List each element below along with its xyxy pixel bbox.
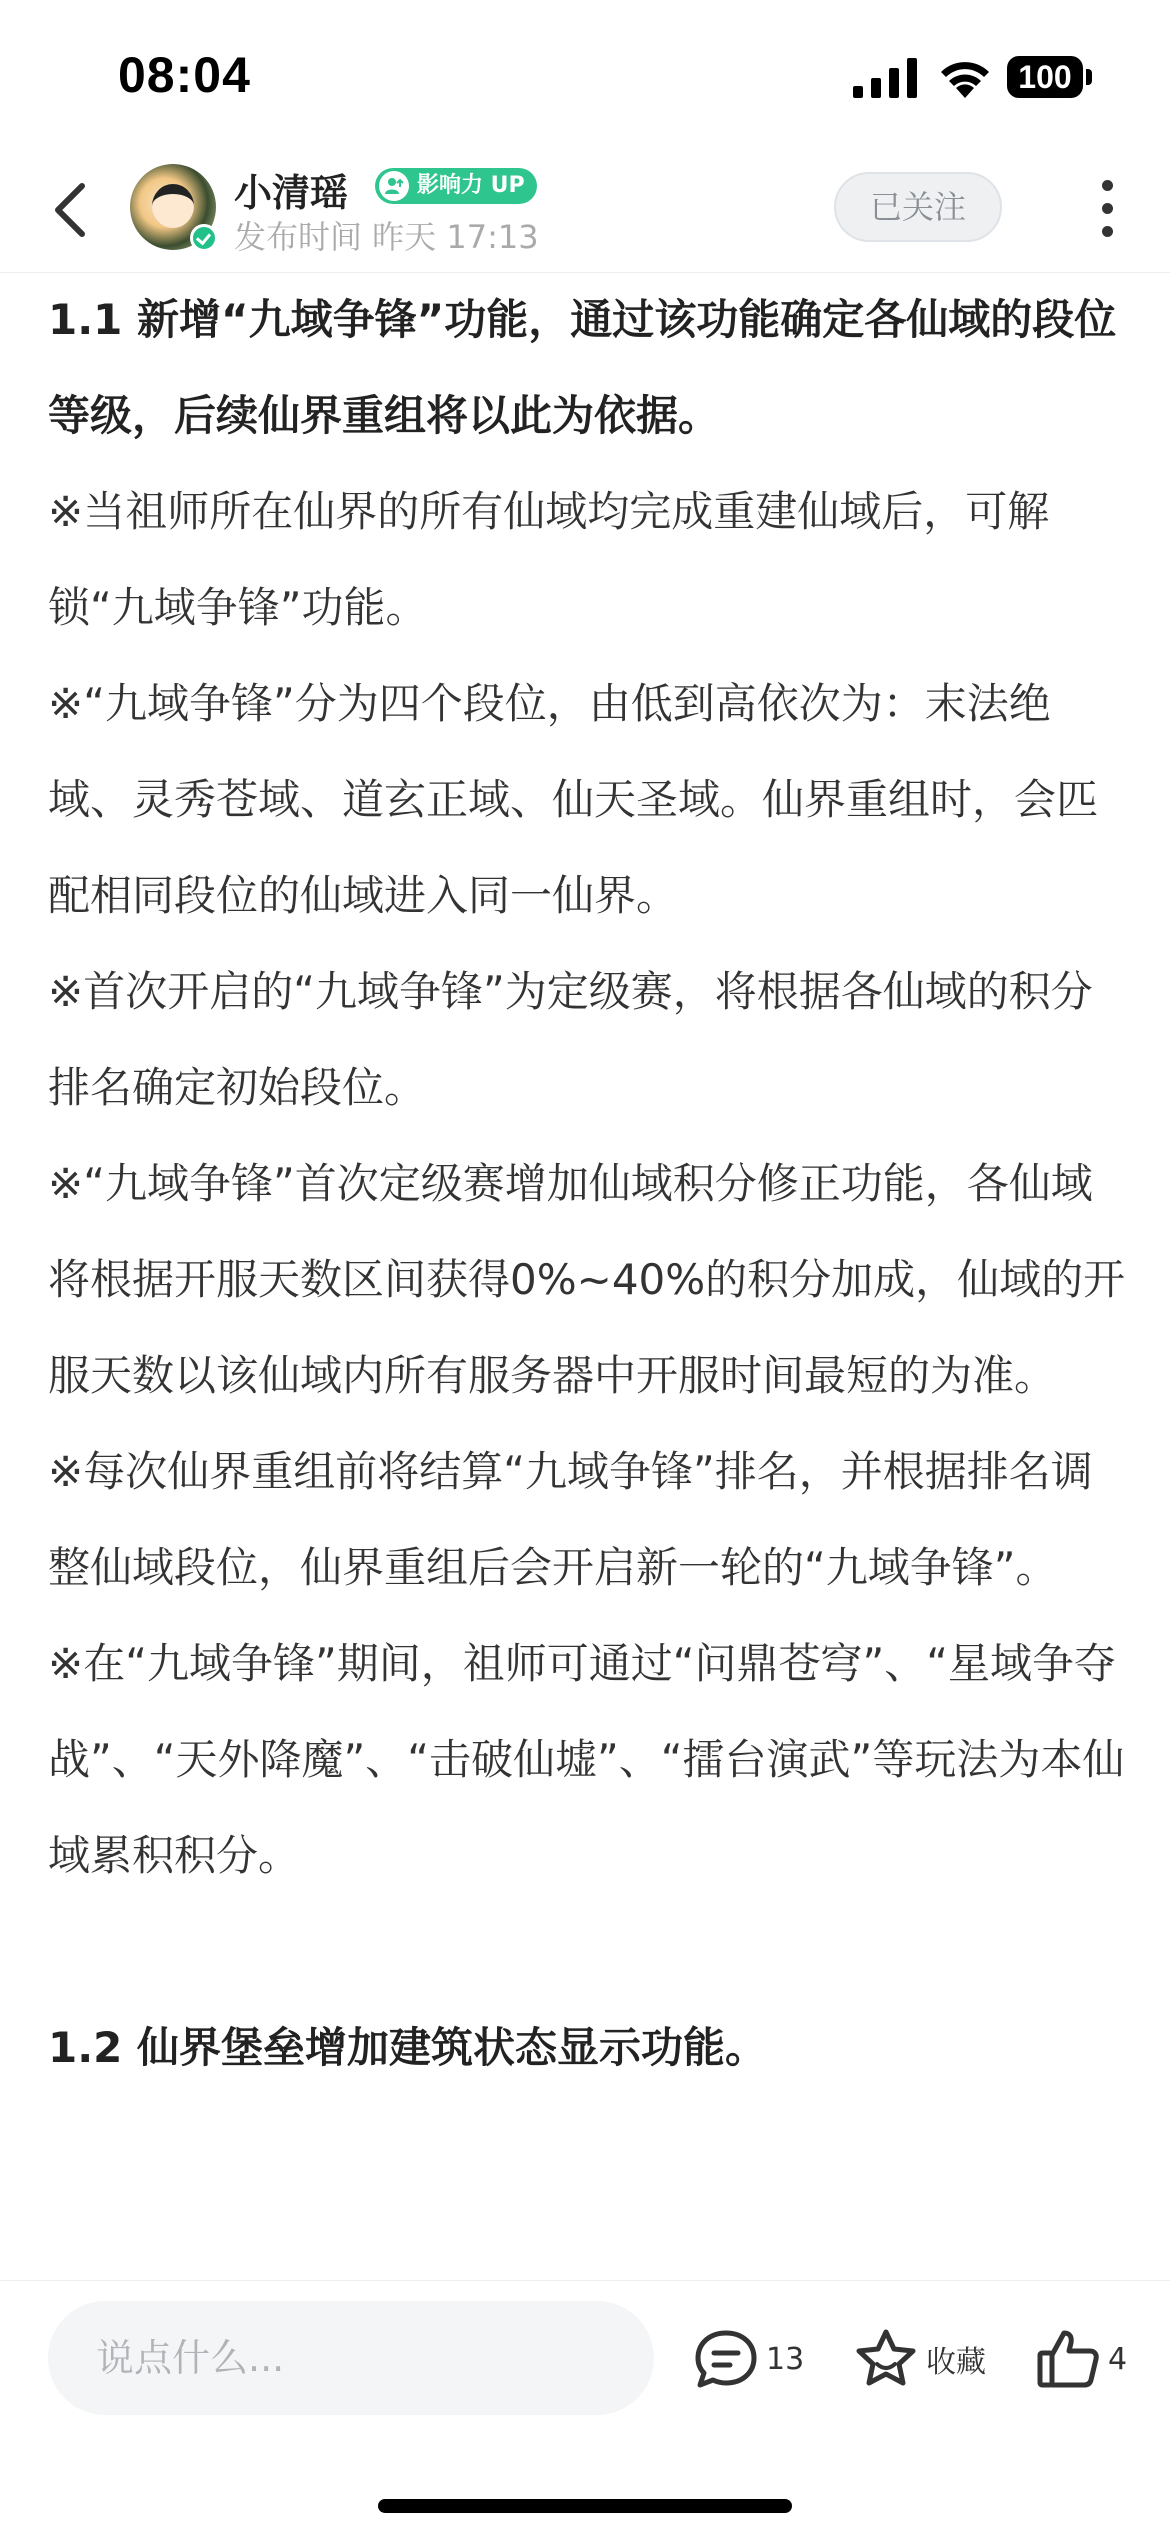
status-time: 08:04 <box>118 47 251 103</box>
home-indicator[interactable] <box>378 2499 792 2513</box>
comment-icon <box>692 2327 760 2391</box>
comment-count: 13 <box>766 2341 805 2377</box>
status-bar <box>0 0 1170 150</box>
favorite-label: 收藏 <box>926 2345 986 2380</box>
thumbs-up-icon <box>1034 2327 1102 2391</box>
bottom-action-bar <box>0 2280 1170 2533</box>
wifi-icon <box>937 54 993 98</box>
article-paragraph: ※“九域争锋”分为四个段位，由低到高依次为：末法绝域、灵秀苍域、道玄正域、仙天圣域。仙界重组时，会匹配相同段位的仙域进入同一仙界。 <box>48 679 1099 920</box>
star-icon <box>852 2327 920 2391</box>
battery-indicator <box>1007 56 1093 98</box>
like-count: 4 <box>1108 2341 1128 2377</box>
article-body <box>48 272 1126 2096</box>
influence-badge <box>375 168 537 204</box>
follow-button[interactable]: 已关注 <box>834 172 1002 242</box>
verified-icon <box>190 224 218 252</box>
like-button[interactable] <box>1034 2327 1127 2391</box>
battery-level: 100 <box>1018 59 1072 95</box>
post-header <box>0 150 1170 273</box>
favorite-button[interactable] <box>852 2327 986 2391</box>
avatar[interactable] <box>130 164 216 250</box>
influence-badge-label: 影响力 UP <box>417 173 525 198</box>
article-paragraph: ※“九域争锋”首次定级赛增加仙域积分修正功能，各仙域将根据开服天数区间获得0%~40%的积分加成，仙域的开服天数以该仙域内所有服务器中开服时间最短的为准。 <box>48 1159 1126 1400</box>
section-heading: 1.2 仙界堡垒增加建筑状态显示功能。 <box>48 2023 768 2072</box>
section-heading: 1.1 新增“九域争锋”功能，通过该功能确定各仙域的段位等级，后续仙界重组将以此为依据。 <box>48 295 1117 440</box>
article-paragraph: ※在“九域争锋”期间，祖师可通过“问鼎苍穹”、“星域争夺战”、“天外降魔”、“击破仙墟”、“擂台演武”等玩法为本仙域累积积分。 <box>48 1639 1125 1880</box>
influence-icon <box>379 171 409 201</box>
more-vertical-icon[interactable] <box>1086 176 1130 242</box>
signal-icon <box>853 58 917 98</box>
chevron-left-icon[interactable] <box>40 170 100 250</box>
article-paragraph: ※每次仙界重组前将结算“九域争锋”排名，并根据排名调整仙域段位，仙界重组后会开启新一轮的“九域争锋”。 <box>48 1447 1093 1592</box>
publish-time: 发布时间 昨天 17:13 <box>234 218 539 256</box>
comment-button[interactable] <box>692 2327 804 2391</box>
article-paragraph: ※首次开启的“九域争锋”为定级赛，将根据各仙域的积分排名确定初始段位。 <box>48 967 1093 1112</box>
comment-input[interactable] <box>48 2301 654 2415</box>
author-name[interactable]: 小清瑶 <box>234 171 349 215</box>
article-paragraph: ※当祖师所在仙界的所有仙域均完成重建仙域后，可解锁“九域争锋”功能。 <box>48 487 1050 632</box>
